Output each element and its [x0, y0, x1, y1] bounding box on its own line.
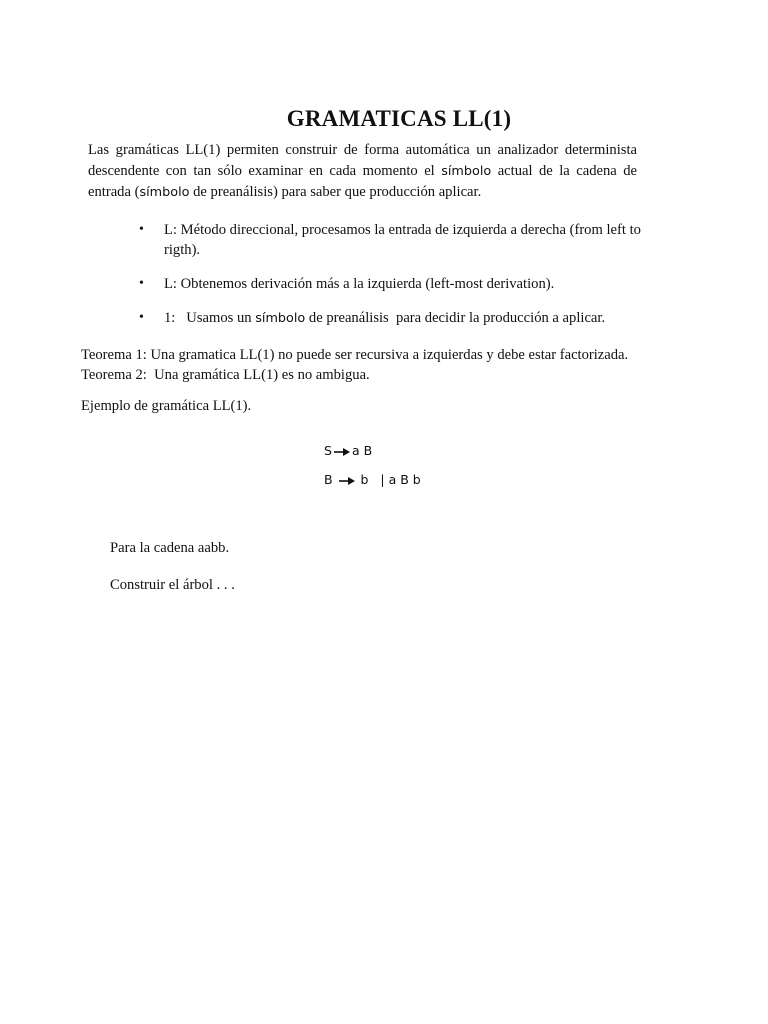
- intro-text-2: actual de la cadena de entrada (: [88, 163, 637, 200]
- rule-lhs: S: [324, 443, 332, 458]
- rule-rhs: a B: [351, 443, 373, 458]
- grammar-block: [324, 441, 421, 499]
- intro-symbol-word: símbolo: [441, 164, 492, 179]
- bullet-symbol-word: símbolo: [255, 311, 306, 326]
- arrow-right-icon: [338, 476, 356, 486]
- intro-paragraph: [88, 140, 637, 203]
- bullet-text: [164, 308, 644, 329]
- rule-lhs: B: [324, 472, 337, 487]
- intro-text-3: de preanálisis) para saber que producción aplicar.: [189, 184, 482, 200]
- bullet-marker: •: [139, 310, 144, 325]
- list-item: [125, 274, 645, 294]
- intro-symbol-word-2: símbolo: [139, 185, 190, 200]
- bullet-text-post: de preanálisis para decidir la producción a aplicar.: [305, 310, 606, 326]
- grammar-rule: [324, 470, 421, 490]
- rule-rhs: b | a B b: [356, 472, 421, 487]
- theorem-2: Teorema 2: Una gramática LL(1) es no ambigua.: [81, 367, 370, 383]
- bullet-text: L: Método direccional, procesamos la entrada de izquierda a derecha (from left to rigth).: [164, 222, 641, 258]
- example-label: Ejemplo de gramática LL(1).: [81, 398, 252, 414]
- list-item: [125, 220, 645, 260]
- page-title: GRAMATICAS LL(1): [286, 106, 512, 131]
- bullet-list: [125, 220, 645, 343]
- task-prompt: Construir el árbol . . .: [110, 577, 235, 593]
- bullet-text-pre: 1: Usamos un: [164, 310, 256, 326]
- grammar-rule: [324, 441, 421, 461]
- arrow-right-icon: [333, 447, 351, 457]
- intro-text-1: Las gramáticas LL(1) permiten construir de forma automática un analizador determinista descendente con tan sólo examinar en cada momento el: [88, 142, 637, 179]
- string-prompt: Para la cadena aabb.: [110, 540, 230, 556]
- bullet-marker: •: [139, 276, 144, 291]
- bullet-marker: •: [139, 222, 144, 237]
- bullet-text: L: Obtenemos derivación más a la izquierda (left-most derivation).: [164, 276, 555, 292]
- list-item: [125, 308, 645, 329]
- theorems-block: [81, 345, 681, 385]
- theorem-1: Teorema 1: Una gramatica LL(1) no puede ser recursiva a izquierdas y debe estar factorizada.: [81, 347, 629, 363]
